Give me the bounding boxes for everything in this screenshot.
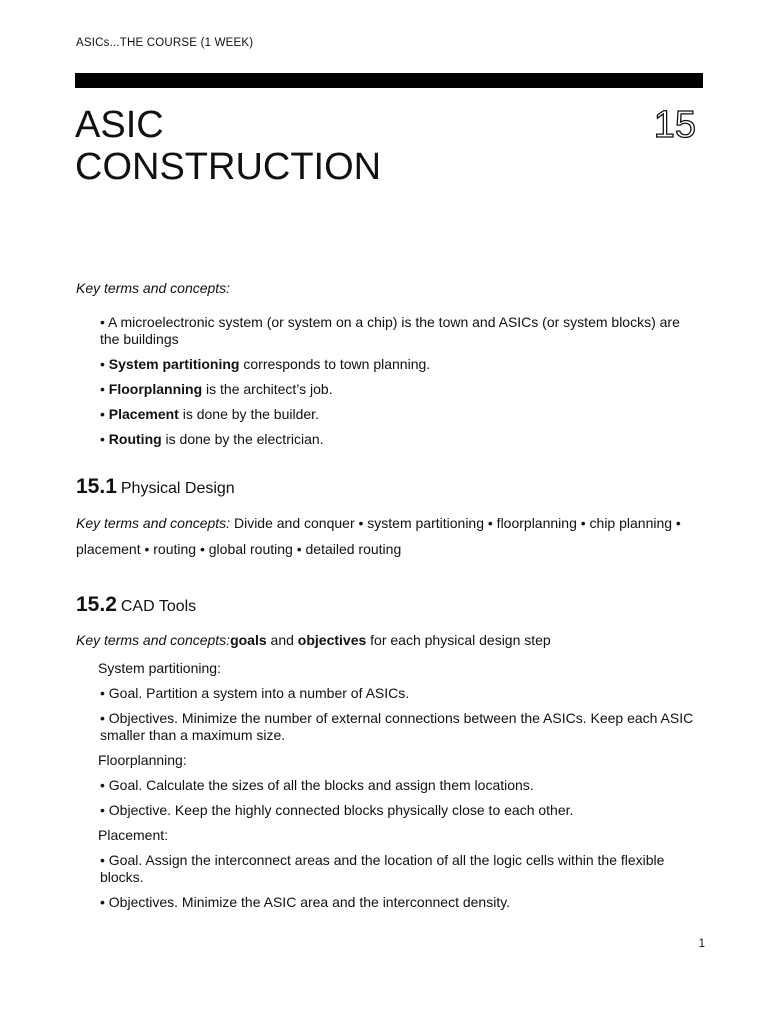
bullet-item: • System partitioning corresponds to town planning.: [100, 356, 431, 372]
chapter-rule: [75, 73, 703, 88]
intro-key-terms-label: Key terms and concepts:: [76, 280, 231, 296]
step-item: • Objectives. Minimize the number of external connections between the ASICs. Keep each ASIC smaller than a maximum size.: [100, 710, 694, 743]
section-heading-15-1: [76, 475, 235, 499]
chapter-title-line-1: ASIC: [75, 104, 164, 146]
intro-bullet-list: [100, 314, 680, 456]
step-item: • Goal. Partition a system into a number of ASICs.: [100, 685, 410, 701]
chapter-title-line-2: CONSTRUCTION: [75, 146, 382, 188]
bullet-term: System partitioning: [108, 356, 240, 372]
chapter-number: 15: [653, 104, 696, 146]
bullet-term: Floorplanning: [108, 381, 203, 397]
bullet-term: Routing: [108, 431, 162, 447]
bullet-item: • Placement is done by the builder.: [100, 406, 319, 422]
step-item: • Objective. Keep the highly connected blocks physically close to each other.: [100, 802, 574, 818]
section-15-2-key-terms: Key terms and concepts:goals and objectives for each physical design step: [76, 632, 551, 648]
bullet-item: • Floorplanning is the architect’s job.: [100, 381, 333, 397]
section-title: Physical Design: [120, 480, 235, 497]
chapter-title: [75, 104, 381, 188]
section-title: CAD Tools: [120, 598, 197, 615]
page-number: 1: [698, 938, 705, 950]
step-label: Placement:: [98, 827, 169, 843]
step-item: • Goal. Calculate the sizes of all the blocks and assign them locations.: [100, 777, 534, 793]
bullet-item: • Routing is done by the electrician.: [100, 431, 324, 447]
step-label: System partitioning:: [98, 660, 221, 676]
step-label: Floorplanning:: [98, 752, 187, 768]
bullet-item: • A microelectronic system (or system on a chip) is the town and ASICs (or system blocks) are the buildings: [100, 314, 680, 347]
running-head: ASICs...THE COURSE (1 WEEK): [76, 37, 254, 49]
design-steps-list: [98, 660, 708, 919]
key-terms-label: Key terms and concepts:: [76, 632, 231, 648]
key-terms-label: Key terms and concepts:: [76, 515, 231, 531]
section-heading-15-2: [76, 593, 196, 617]
section-number: 15.1: [76, 475, 117, 498]
section-15-1-key-terms: Key terms and concepts: Divide and conquer • system partitioning • floorplanning • chip planning • placement • routing • global routing • detailed routing: [76, 515, 681, 557]
step-item: • Goal. Assign the interconnect areas and the location of all the logic cells within the flexible blocks.: [100, 852, 665, 885]
bullet-term: Placement: [108, 406, 179, 422]
step-item: • Objectives. Minimize the ASIC area and the interconnect density.: [100, 894, 511, 910]
section-number: 15.2: [76, 593, 117, 616]
